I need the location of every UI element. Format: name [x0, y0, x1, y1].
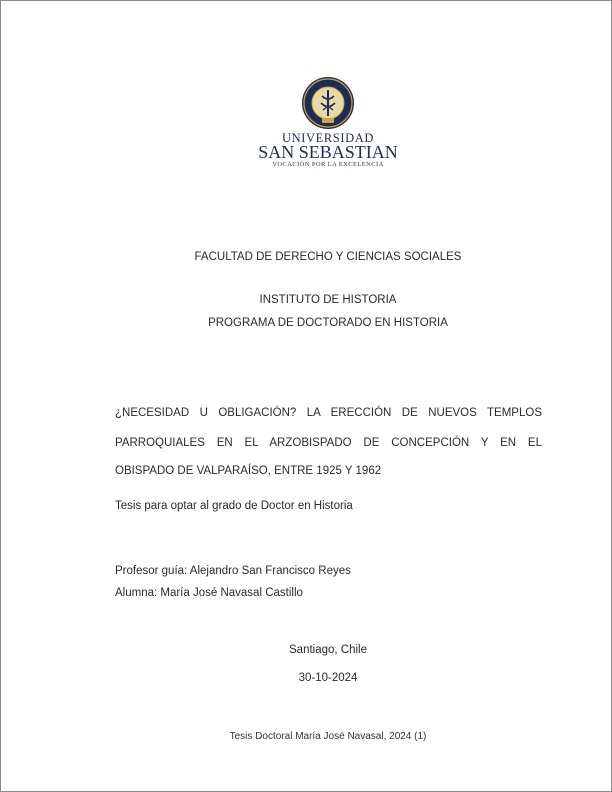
program-heading: PROGRAMA DE DOCTORADO EN HISTORIA: [208, 317, 448, 329]
thesis-title-line-2: PARROQUIALES EN EL ARZOBISPADO DE CONCEPCIÓN Y EN EL: [115, 437, 542, 449]
university-name-line1: UNIVERSIDAD: [281, 131, 374, 145]
thesis-title-line-1: ¿NECESIDAD U OBLIGACIÓN? LA ERECCIÓN DE NUEVOS TEMPLOS: [115, 407, 542, 419]
degree-statement: Tesis para optar al grado de Doctor en Historia: [115, 500, 353, 512]
student-line: Alumna: María José Navasal Castillo: [115, 587, 303, 599]
university-name-line2: SAN SEBASTIAN: [258, 142, 398, 162]
faculty-heading: FACULTAD DE DERECHO Y CIENCIAS SOCIALES: [194, 251, 462, 263]
place-line: Santiago, Chile: [289, 644, 367, 656]
university-tagline: VOCACIÓN POR LA EXCELENCIA: [272, 161, 384, 168]
university-seal-icon: [301, 76, 355, 130]
advisor-line: Profesor guía: Alejandro San Francisco Reyes: [115, 565, 351, 577]
thesis-title-line-3: OBISPADO DE VALPARAÍSO, ENTRE 1925 Y 1962: [115, 465, 382, 477]
institute-heading: INSTITUTO DE HISTORIA: [259, 294, 397, 306]
date-line: 30-10-2024: [298, 672, 358, 684]
page-footer: Tesis Doctoral María José Navasal, 2024 (1): [229, 731, 427, 742]
